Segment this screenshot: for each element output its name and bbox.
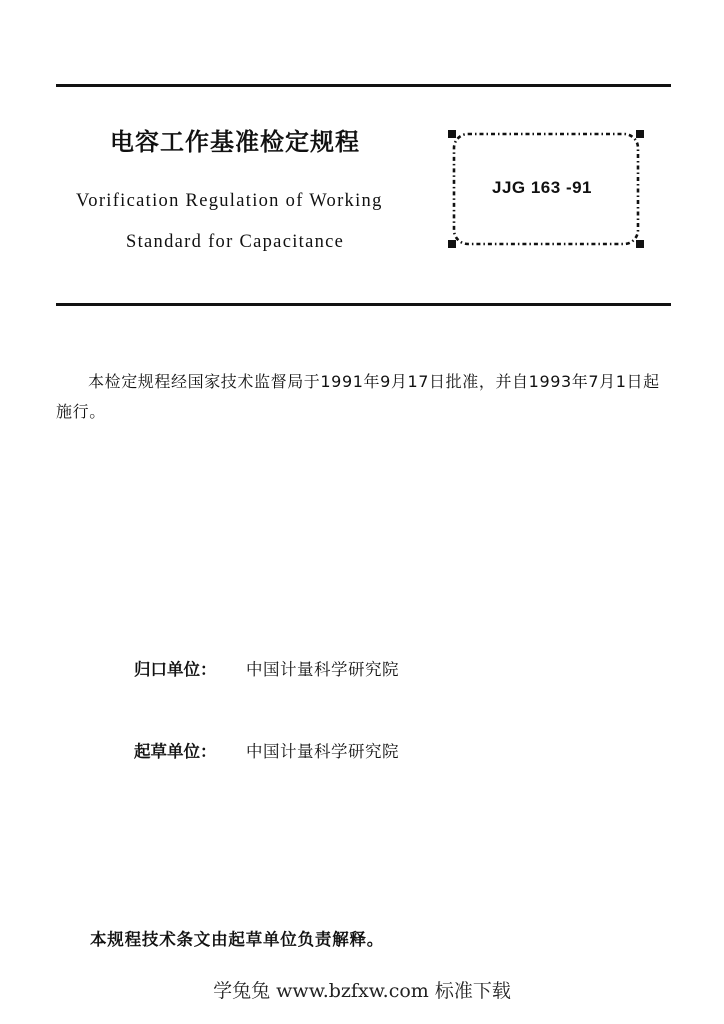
responsible-unit-label: 归口单位： — [134, 660, 217, 679]
top-rule — [56, 84, 671, 87]
bottom-rule — [56, 303, 671, 306]
interpretation-note: 本规程技术条文由起草单位负责解释。 — [90, 930, 385, 949]
regulation-title-chinese: 电容工作基准检定规程 — [110, 128, 360, 156]
drafting-unit-row — [134, 738, 399, 762]
regulation-title-english-line1: Vorification Regulation of Working — [76, 191, 383, 211]
approval-statement: 本检定规程经国家技术监督局于1991年9月17日批准，并自1993年7月1日起施行。 — [56, 372, 660, 421]
drafting-unit-label: 起草单位： — [134, 742, 217, 761]
regulation-code: JJG 163 -91 — [492, 178, 593, 197]
regulation-code-box — [446, 128, 646, 250]
regulation-title-english-line2: Standard for Capacitance — [126, 232, 345, 252]
responsible-unit-row — [134, 656, 399, 680]
responsible-unit-value: 中国计量科学研究院 — [246, 660, 399, 679]
drafting-unit-value: 中国计量科学研究院 — [246, 742, 399, 761]
site-watermark: 学兔兔 www.bzfxw.com 标准下载 — [213, 980, 511, 1002]
